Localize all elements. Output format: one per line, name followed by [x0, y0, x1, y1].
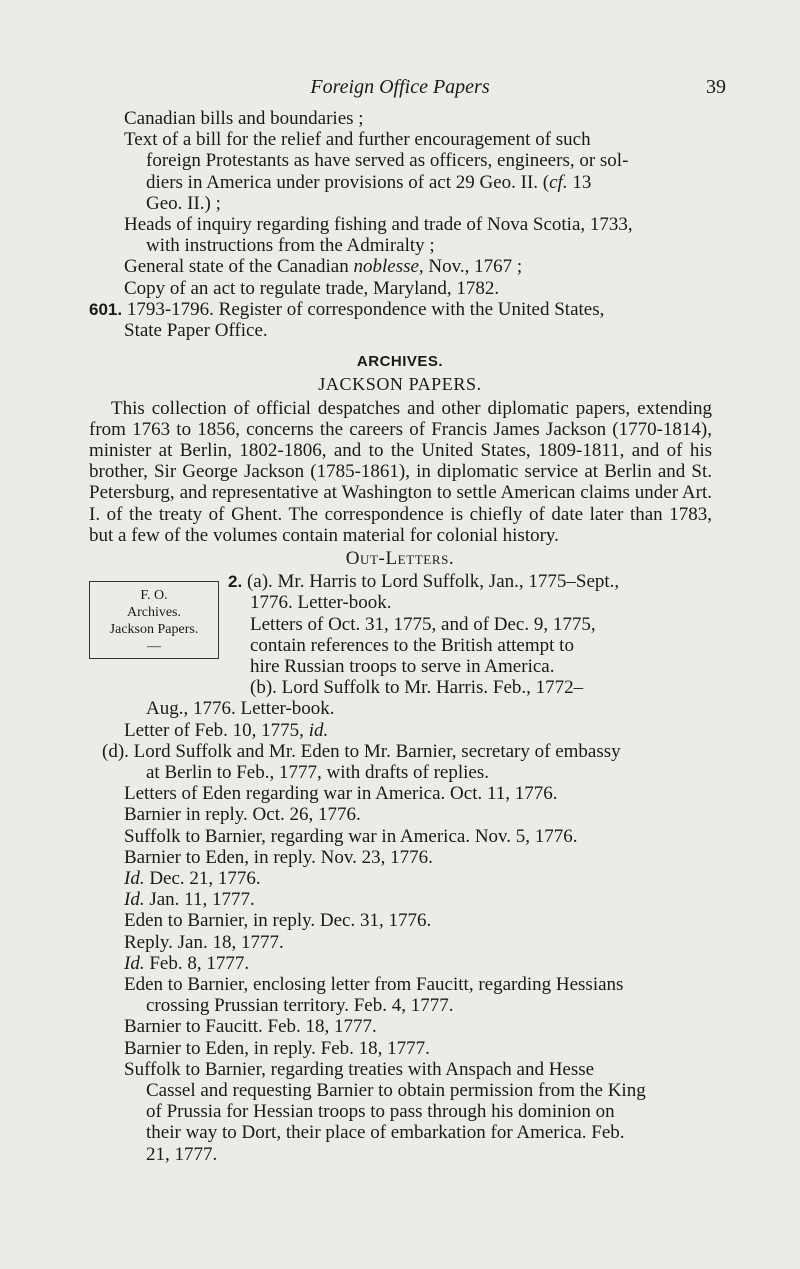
box-line: —: [147, 639, 161, 655]
italic-text: Id.: [124, 952, 145, 974]
list-item: Eden to Barnier, in reply. Dec. 31, 1776.: [124, 910, 432, 932]
entry-number: 2.: [228, 572, 243, 592]
list-item-continuation: foreign Protestants as have served as officers, engineers, or sol-: [146, 150, 629, 172]
intro-text: This collection of official despatches and other diplomatic papers, extending from 1763 to 1856, concerns the careers of Francis James Jackson (1770-1814), minister at Berlin, 1802-1806, and to the United States, 1809-1811, and of his brother, Sir George Jackson (1785-1861), in diplomatic service at Berlin and St. Petersburg, and representative at Washington to settle American claims under Art. I. of the treaty of Ghent. The correspondence is chiefly of date later than 1783, but a few of the volumes contain material for colonial history.: [89, 397, 712, 546]
list-item: Barnier in reply. Oct. 26, 1776.: [124, 804, 361, 826]
box-line: F. O.: [140, 588, 168, 604]
list-item-continuation: with instructions from the Admiralty ;: [146, 235, 435, 257]
list-item-continuation: [146, 172, 591, 193]
list-item: [124, 889, 255, 910]
entry-2-d: (d). Lord Suffolk and Mr. Eden to Mr. Barnier, secretary of embassy: [102, 740, 621, 762]
list-item: Suffolk to Barnier, regarding war in America. Nov. 5, 1776.: [124, 825, 578, 847]
entry-2-a-line: 1776. Letter-book.: [250, 592, 392, 614]
entry-2-a-line: hire Russian troops to serve in America.: [250, 656, 555, 678]
list-item: Barnier to Faucitt. Feb. 18, 1777.: [124, 1016, 377, 1038]
text-run: Letter of Feb. 10, 1775,: [124, 719, 309, 741]
list-item: Suffolk to Barnier, regarding treaties with Anspach and Hesse: [124, 1058, 595, 1080]
italic-text: id.: [308, 719, 329, 741]
list-item: Eden to Barnier, enclosing letter from Faucitt, regarding Hessians: [124, 974, 624, 996]
page-number: 39: [706, 76, 726, 98]
entry-2-b-line: Aug., 1776. Letter-book.: [146, 698, 335, 720]
running-header-title: Foreign Office Papers: [310, 76, 490, 98]
italic-text: Id.: [124, 868, 145, 890]
entry-601-continuation: State Paper Office.: [124, 320, 268, 341]
list-item: Barnier to Eden, in reply. Nov. 23, 1776.: [124, 846, 433, 868]
italic-text: Id.: [124, 889, 145, 911]
italic-text: noblesse,: [353, 256, 424, 278]
entry-2-b: (b). Lord Suffolk to Mr. Harris. Feb., 1772–: [250, 677, 584, 699]
box-line: Jackson Papers.: [109, 622, 199, 638]
text-run: 13: [567, 171, 592, 193]
entry-601: [89, 299, 604, 320]
entry-2-b-line: [124, 720, 328, 741]
list-item: Text of a bill for the relief and further encouragement of such: [124, 129, 591, 151]
list-item-continuation: Geo. II.) ;: [146, 192, 221, 214]
list-item: Heads of inquiry regarding fishing and trade of Nova Scotia, 1733,: [124, 214, 633, 235]
entry-2-a-line: Letters of Oct. 31, 1775, and of Dec. 9, 1775,: [250, 613, 596, 635]
entry-2-d-line: at Berlin to Feb., 1777, with drafts of replies.: [146, 762, 489, 784]
text-run: (a). Mr. Harris to Lord Suffolk, Jan., 1775–Sept.,: [242, 571, 620, 593]
text-run: General state of the Canadian: [124, 256, 354, 278]
text-run: diers in America under provisions of act 29 Geo. II. (: [146, 171, 550, 193]
entry-number: 601.: [89, 299, 123, 319]
entry-2-a-line: contain references to the British attempt to: [250, 634, 574, 656]
margin-reference-box: [89, 581, 219, 659]
italic-text: cf.: [549, 171, 568, 193]
list-item: Barnier to Eden, in reply. Feb. 18, 1777.: [124, 1037, 430, 1059]
text-run: Jan. 11, 1777.: [144, 889, 255, 911]
text-run: Nov., 1767 ;: [423, 256, 523, 278]
section-heading-out-letters: Out-Letters.: [345, 548, 455, 570]
list-item-continuation: of Prussia for Hessian troops to pass through his dominion on: [146, 1101, 615, 1123]
section-subheading-jackson: JACKSON PAPERS.: [318, 374, 482, 395]
text-run: Dec. 21, 1776.: [144, 868, 261, 890]
list-item-continuation: crossing Prussian territory. Feb. 4, 1777.: [146, 995, 454, 1017]
box-line: Archives.: [126, 605, 182, 621]
section-heading-archives: ARCHIVES.: [356, 353, 444, 371]
entry-2-a: [228, 571, 619, 592]
list-item-continuation: their way to Dort, their place of embarkation for America. Feb.: [146, 1122, 625, 1144]
list-item-continuation: 21, 1777.: [146, 1143, 218, 1165]
list-item: [124, 868, 261, 889]
list-item: Canadian bills and boundaries ;: [124, 108, 364, 129]
list-item: [124, 953, 249, 974]
list-item: [124, 256, 522, 277]
list-item: Copy of an act to regulate trade, Maryland, 1782.: [124, 277, 500, 299]
list-item: Reply. Jan. 18, 1777.: [124, 931, 284, 953]
list-item-continuation: Cassel and requesting Barnier to obtain permission from the King: [146, 1080, 646, 1102]
text-run: 1793-1796. Register of correspondence with the United States,: [122, 298, 605, 320]
intro-paragraph: [89, 398, 712, 546]
text-run: Feb. 8, 1777.: [144, 952, 250, 974]
list-item: Letters of Eden regarding war in America. Oct. 11, 1776.: [124, 783, 558, 805]
